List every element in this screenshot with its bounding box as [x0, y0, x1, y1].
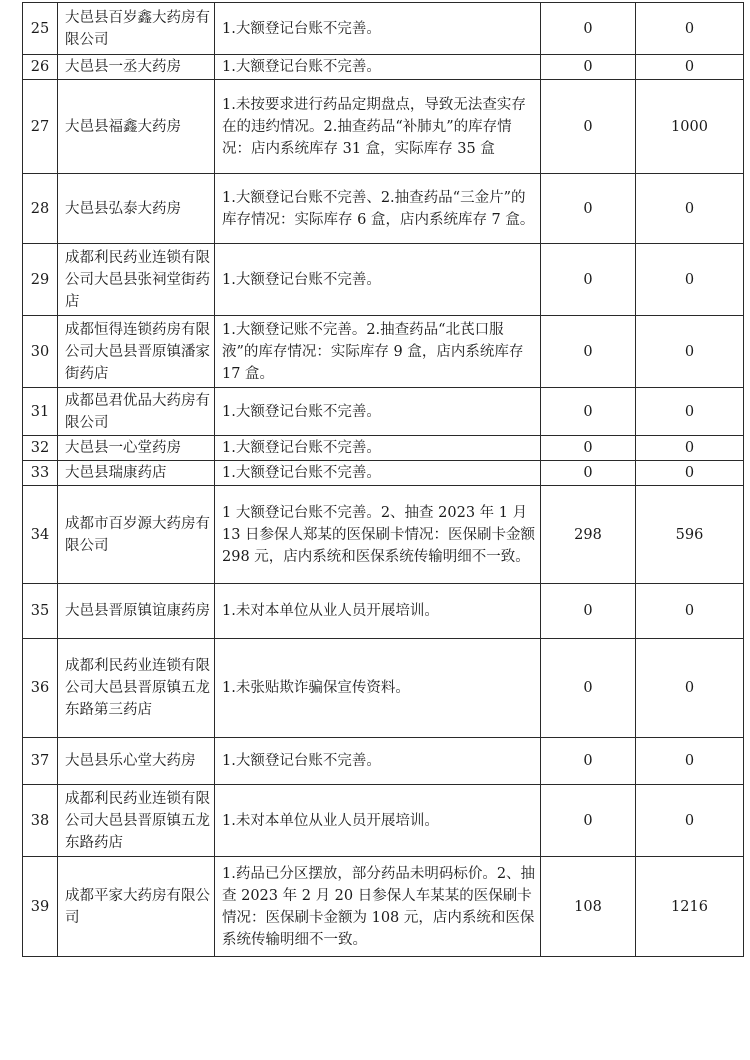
table-row	[23, 244, 744, 316]
amount-2: 0	[636, 584, 744, 639]
amount-1: 0	[541, 785, 636, 857]
amount-1: 0	[541, 738, 636, 785]
pharmacy-name: 成都邑君优品大药房有限公司	[58, 388, 215, 436]
issue-description: 1.未按要求进行药品定期盘点，导致无法查实存在的违约情况。2.抽查药品“补肺丸”的库存情况：店内系统库存 31 盒，实际库存 35 盒	[215, 80, 541, 174]
inspection-table	[22, 2, 744, 957]
row-number: 35	[23, 584, 58, 639]
pharmacy-name: 成都利民药业连锁有限公司大邑县晋原镇五龙东路药店	[58, 785, 215, 857]
row-number: 30	[23, 316, 58, 388]
amount-1: 0	[541, 55, 636, 80]
table-row	[23, 857, 744, 957]
issue-description: 1.大额登记台账不完善。	[215, 388, 541, 436]
amount-1: 0	[541, 3, 636, 55]
amount-2: 0	[636, 738, 744, 785]
issue-description: 1.大额登记账不完善。2.抽查药品“北芪口服液”的库存情况：实际库存 9 盒，店内系统库存 17 盒。	[215, 316, 541, 388]
amount-2: 0	[636, 461, 744, 486]
amount-2: 1000	[636, 80, 744, 174]
table-row	[23, 436, 744, 461]
row-number: 29	[23, 244, 58, 316]
row-number: 31	[23, 388, 58, 436]
amount-1: 0	[541, 80, 636, 174]
issue-description: 1.大额登记台账不完善、2.抽查药品“三金片”的库存情况：实际库存 6 盒，店内系统库存 7 盒。	[215, 174, 541, 244]
issue-description: 1.未张贴欺诈骗保宣传资料。	[215, 639, 541, 738]
table-row	[23, 55, 744, 80]
amount-2: 0	[636, 316, 744, 388]
pharmacy-name: 成都市百岁源大药房有限公司	[58, 486, 215, 584]
amount-1: 0	[541, 244, 636, 316]
table-row	[23, 486, 744, 584]
row-number: 27	[23, 80, 58, 174]
issue-description: 1.药品已分区摆放，部分药品未明码标价。2、抽查 2023 年 2 月 20 日参保人车某某的医保刷卡情况：医保刷卡金额为 108 元，店内系统和医保系统传输明细不一致。	[215, 857, 541, 957]
amount-1: 298	[541, 486, 636, 584]
amount-1: 0	[541, 174, 636, 244]
amount-2: 0	[636, 174, 744, 244]
row-number: 28	[23, 174, 58, 244]
amount-2: 0	[636, 55, 744, 80]
pharmacy-name: 成都利民药业连锁有限公司大邑县张祠堂街药店	[58, 244, 215, 316]
issue-description: 1.未对本单位从业人员开展培训。	[215, 785, 541, 857]
pharmacy-name: 成都利民药业连锁有限公司大邑县晋原镇五龙东路第三药店	[58, 639, 215, 738]
table-row	[23, 584, 744, 639]
amount-1: 0	[541, 584, 636, 639]
pharmacy-name: 大邑县瑞康药店	[58, 461, 215, 486]
issue-description: 1.大额登记台账不完善。	[215, 55, 541, 80]
table-row	[23, 639, 744, 738]
pharmacy-name: 大邑县福鑫大药房	[58, 80, 215, 174]
amount-2: 0	[636, 388, 744, 436]
row-number: 26	[23, 55, 58, 80]
amount-2: 0	[636, 785, 744, 857]
pharmacy-name: 成都平家大药房有限公司	[58, 857, 215, 957]
table-row	[23, 80, 744, 174]
amount-2: 0	[636, 244, 744, 316]
pharmacy-name: 大邑县晋原镇谊康药房	[58, 584, 215, 639]
row-number: 25	[23, 3, 58, 55]
amount-1: 108	[541, 857, 636, 957]
table-row	[23, 785, 744, 857]
table-row	[23, 3, 744, 55]
row-number: 33	[23, 461, 58, 486]
table-body	[23, 3, 744, 957]
row-number: 34	[23, 486, 58, 584]
amount-1: 0	[541, 639, 636, 738]
row-number: 37	[23, 738, 58, 785]
table-row	[23, 388, 744, 436]
amount-1: 0	[541, 461, 636, 486]
pharmacy-name: 大邑县一丞大药房	[58, 55, 215, 80]
amount-2: 1216	[636, 857, 744, 957]
issue-description: 1.未对本单位从业人员开展培训。	[215, 584, 541, 639]
table-row	[23, 174, 744, 244]
table-row	[23, 316, 744, 388]
issue-description: 1 大额登记台账不完善。2、抽查 2023 年 1 月 13 日参保人郑某的医保刷卡情况：医保刷卡金额 298 元，店内系统和医保系统传输明细不一致。	[215, 486, 541, 584]
row-number: 39	[23, 857, 58, 957]
pharmacy-name: 大邑县一心堂药房	[58, 436, 215, 461]
pharmacy-name: 大邑县乐心堂大药房	[58, 738, 215, 785]
pharmacy-name: 大邑县百岁鑫大药房有限公司	[58, 3, 215, 55]
amount-2: 0	[636, 3, 744, 55]
pharmacy-name: 成都恒得连锁药房有限公司大邑县晋原镇潘家街药店	[58, 316, 215, 388]
table-row	[23, 461, 744, 486]
pharmacy-name: 大邑县弘泰大药房	[58, 174, 215, 244]
issue-description: 1.大额登记台账不完善。	[215, 436, 541, 461]
table-row	[23, 738, 744, 785]
issue-description: 1.大额登记台账不完善。	[215, 244, 541, 316]
issue-description: 1.大额登记台账不完善。	[215, 461, 541, 486]
row-number: 36	[23, 639, 58, 738]
amount-1: 0	[541, 316, 636, 388]
amount-1: 0	[541, 388, 636, 436]
issue-description: 1.大额登记台账不完善。	[215, 3, 541, 55]
row-number: 38	[23, 785, 58, 857]
amount-2: 0	[636, 436, 744, 461]
issue-description: 1.大额登记台账不完善。	[215, 738, 541, 785]
row-number: 32	[23, 436, 58, 461]
amount-2: 596	[636, 486, 744, 584]
amount-1: 0	[541, 436, 636, 461]
amount-2: 0	[636, 639, 744, 738]
